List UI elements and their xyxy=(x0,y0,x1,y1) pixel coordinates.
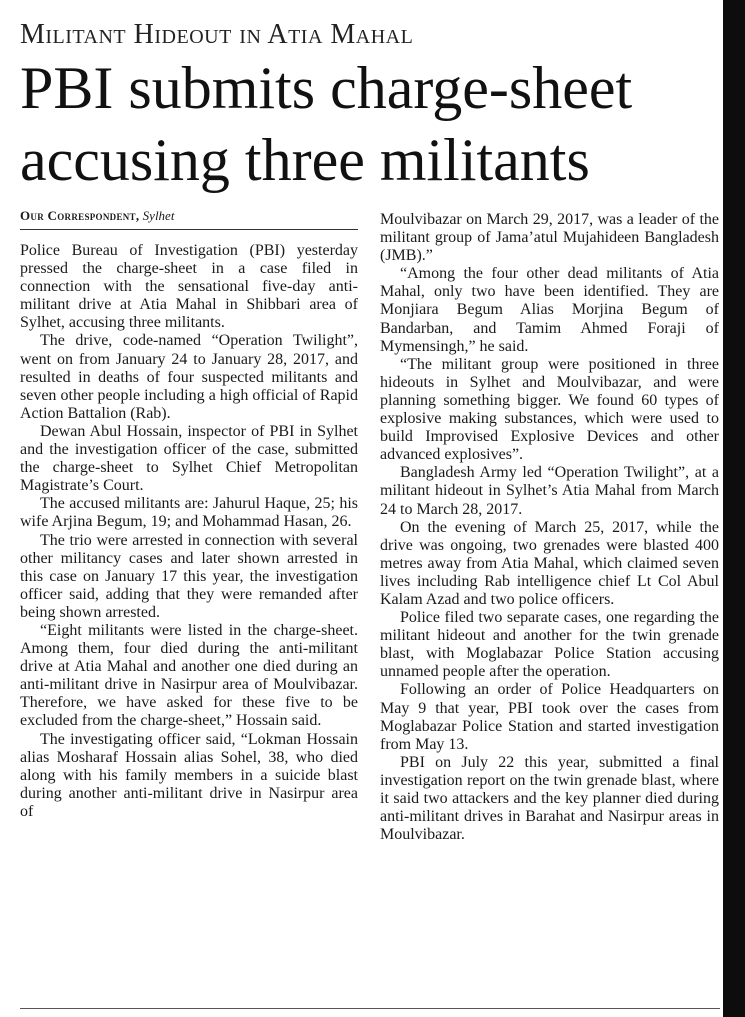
paragraph: Moulvibazar on March 29, 2017, was a leader of the militant group of Jama’atul Mujahideen Bangladesh (JMB).” xyxy=(380,211,719,265)
paragraph: Following an order of Police Headquarters on May 9 that year, PBI took over the cases from Moglabazar Police Station and started investigation from May 13. xyxy=(380,681,719,753)
page-edge-shadow xyxy=(723,0,745,1017)
paragraph: PBI on July 22 this year, submitted a final investigation report on the twin grenade blast, where it said two attackers and the key planner died during anti-militant drives in Barahat and Nasirpur areas in Moulvibazar. xyxy=(380,753,719,844)
article-column-2 xyxy=(380,211,719,844)
paragraph: Police filed two separate cases, one regarding the militant hideout and another for the twin grenade blast, with Moglabazar Police Station accusing unnamed people after the operation. xyxy=(380,609,719,681)
paragraph: “Among the four other dead militants of Atia Mahal, only two have been identified. They are Monjiara Begum Alias Morjina Begum of Bandarban, and Tamim Ahmed Foraji of Mymensingh,” he said. xyxy=(380,265,719,355)
article-headline: PBI submits charge-sheet accusing three militants xyxy=(20,55,633,193)
paragraph: The accused militants are: Jahurul Haque, 25; his wife Arjina Begum, 19; and Mohammad Hasan, 26. xyxy=(20,495,358,531)
paragraph: “Eight militants were listed in the charge-sheet. Among them, four died during the anti-militant drive at Atia Mahal and another one died during an anti-militant drive in Nasirpur area of Moulvibazar. Therefore, we have asked for these five to be excluded from the charge-sheet,” Hossain said. xyxy=(20,621,358,730)
byline xyxy=(20,208,358,230)
paragraph: Police Bureau of Investigation (PBI) yesterday pressed the charge-sheet in a case filed in connection with the sensational five-day anti-militant drive at Atia Mahal in Shibbari area of Sylhet, accusing three militants. xyxy=(20,242,358,332)
paragraph: The drive, code-named “Operation Twilight”, went on from January 24 to January 28, 2017, and resulted in deaths of four suspected militants and seven other people including a high official of Rapid Action Battalion (Rab). xyxy=(20,332,358,422)
paragraph: Bangladesh Army led “Operation Twilight”, at a militant hideout in Sylhet’s Atia Mahal from March 24 to March 28, 2017. xyxy=(380,464,719,518)
article-column-1 xyxy=(20,242,358,821)
paragraph: “The militant group were positioned in three hideouts in Sylhet and Moulvibazar, and were planning something bigger. We found 60 types of explosive making substances, which were used to build Improvised Explosive Devices and other advanced explosives”. xyxy=(380,355,719,464)
bottom-rule xyxy=(20,1008,720,1009)
paragraph: On the evening of March 25, 2017, while the drive was ongoing, two grenades were blasted 400 metres away from Atia Mahal, which claimed seven lives including Rab intelligence chief Lt Col Abul Kalam Azad and two police officers. xyxy=(380,518,719,608)
paragraph: The investigating officer said, “Lokman Hossain alias Mosharaf Hossain alias Sohel, 38, who died along with his family members in a suicide blast during another anti-militant drive in Nasirpur area of xyxy=(20,730,358,820)
byline-author: Our Correspondent, xyxy=(20,208,140,223)
paragraph: The trio were arrested in connection with several other militancy cases and later shown arrested in this case on January 17 this year, the investigation officer said, adding that they were remanded after being shown arrested. xyxy=(20,531,358,621)
paragraph: Dewan Abul Hossain, inspector of PBI in Sylhet and the investigation officer of the case, submitted the charge-sheet to Sylhet Chief Metropolitan Magistrate’s Court. xyxy=(20,422,358,495)
byline-location: Sylhet xyxy=(142,208,175,223)
article-kicker: Militant Hideout in Atia Mahal xyxy=(20,19,414,50)
